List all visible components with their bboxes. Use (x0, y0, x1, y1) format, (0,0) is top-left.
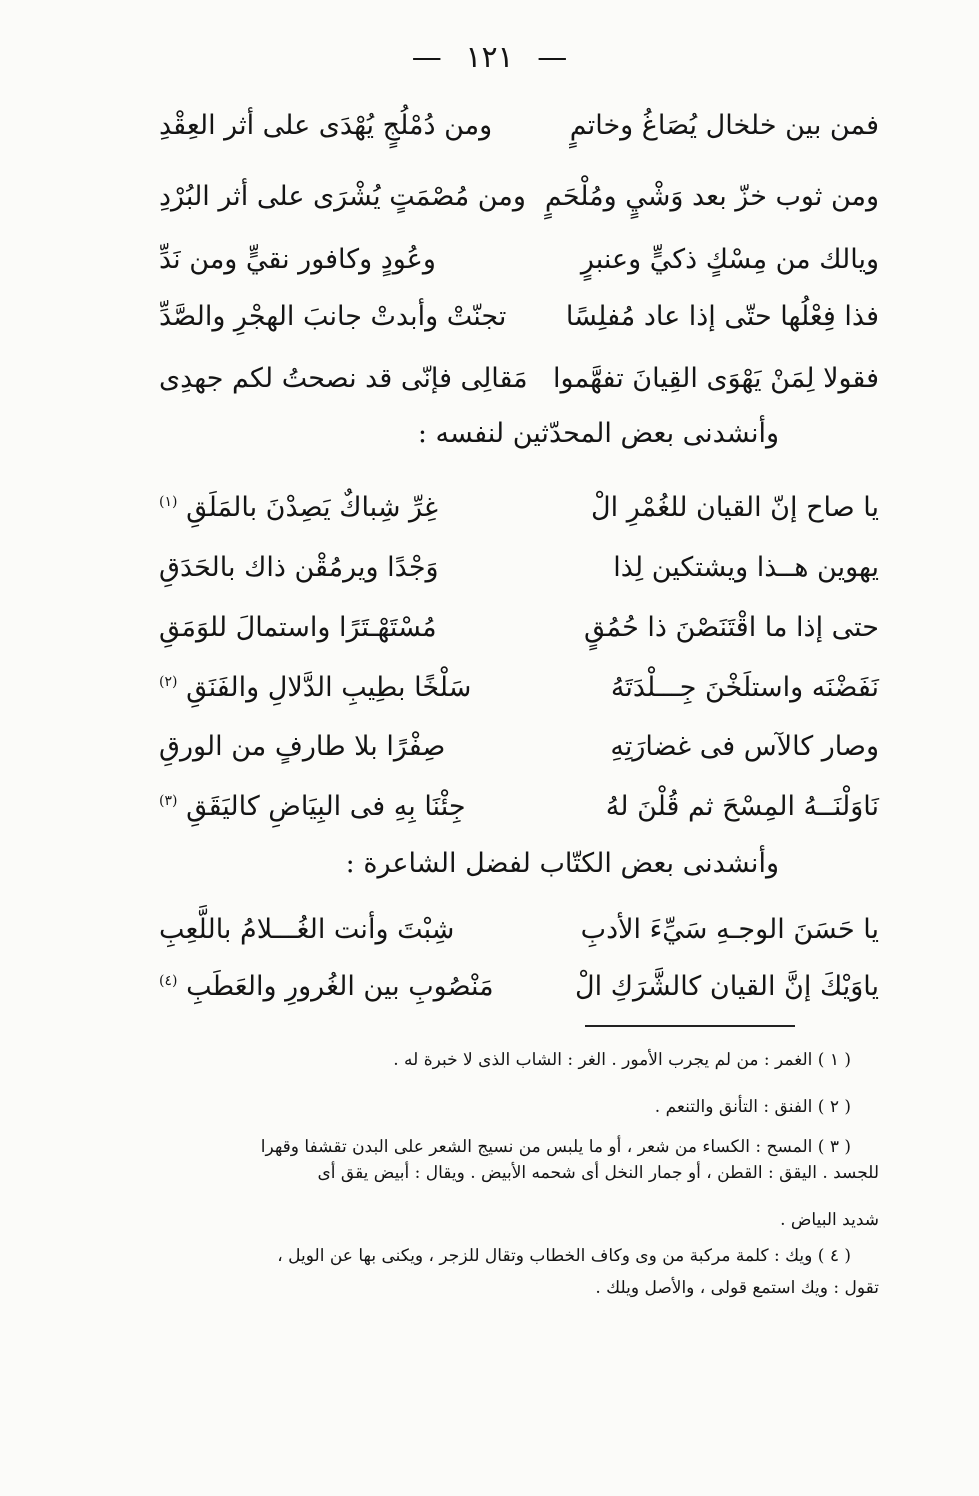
verse-second-hemistich: ومن مُصْمَتٍ يُشْرَى على أثر البُرْدِ (159, 180, 526, 212)
verse-line (159, 722, 879, 770)
footnote: ( ١ ) الغمر : من لم يجرب الأمور . الغر : الشاب الذى لا خبرة له . (393, 1050, 851, 1070)
verse-text: غِرِّ شِباكٌ يَصِدْنَ بالمَلَقِ (186, 491, 439, 523)
intro-line: وأنشدنى بعض المحدّثين لنفسه : (417, 418, 779, 449)
verse-second-hemistich (159, 492, 438, 523)
verse-line (159, 354, 879, 402)
verse-second-hemistich: صِفْرًا بلا طارفٍ من الورقِ (159, 730, 446, 762)
page-number: — ١٢١ — (411, 40, 568, 75)
verse-first-hemistich: نَاوَلْنَــهُ المِسْحَ ثم قُلْنَ لهُ (605, 790, 879, 822)
footnote-ref: (١) (159, 493, 178, 510)
verse-second-hemistich (159, 791, 466, 822)
verse-second-hemistich (159, 971, 494, 1002)
footnote-ref: (٢) (159, 673, 178, 690)
verse-first-hemistich: فقولا لِمَنْ يَهْوَى القِيانَ تفهَّموا (553, 362, 879, 394)
footnote-ref: (٤) (159, 972, 178, 989)
verse-first-hemistich: يا حَسَنَ الوجـهِ سَيِّءَ الأدبِ (580, 913, 879, 945)
verse-line (159, 603, 879, 651)
footnote: ( ٢ ) الفنق : التأنق والتنعم . (654, 1097, 851, 1117)
verse-first-hemistich: ياوَيْكَ إنَّ القيان كالشَّرَكِ الْ (575, 970, 879, 1002)
footnote-continuation: شديد البياض . (780, 1210, 879, 1230)
verse-first-hemistich: يهوين هــذا ويشتكين لِذا (613, 551, 879, 583)
verse-second-hemistich: مُسْتَهْـتَرًا واستمالَ للوَمَقِ (159, 611, 437, 643)
verse-first-hemistich: يا صاح إنّ القيان للغُمْرِ الْ (591, 491, 879, 523)
footnote-separator (585, 1025, 795, 1027)
verse-first-hemistich: وصار كالآس فى غضارَتِهِ (610, 730, 879, 762)
verse-line (159, 905, 879, 953)
verse-text: جِئْنَا بِهِ فى البِيَاضِ كاليَقَقِ (186, 790, 466, 822)
verse-text: مَنْصُوبِ بين الغُرورِ والعَطَبِ (186, 970, 494, 1002)
footnote: ( ٤ ) ويك : كلمة مركبة من وى وكاف الخطاب وتقال للزجر ، ويكنى بها عن الويل ، (277, 1246, 851, 1266)
verse-line (159, 292, 879, 340)
verse-second-hemistich: ومن دُمْلُجٍ يُهْدَى على أثر العِقْدِ (159, 109, 493, 141)
verse-line (159, 543, 879, 591)
page-number-value: ١٢١ (465, 40, 514, 75)
verse-line (159, 101, 879, 149)
verse-line (159, 962, 879, 1010)
verse-second-hemistich: وعُودٍ وكافور نقيٍّ ومن نَدِّ (159, 243, 436, 275)
verse-line (159, 663, 879, 711)
verse-second-hemistich: شِبْتَ وأنت الغُـــلامُ باللَّعِبِ (159, 913, 455, 945)
verse-second-hemistich: وَجْدًا ويرمُقْن ذاك بالحَدَقِ (159, 551, 439, 583)
verse-line (159, 235, 879, 283)
footnote-continuation: للجسد . اليقق : القطن ، أو جمار النخل أى شحمه الأبيض . ويقال : أبيض يقق أى (317, 1163, 879, 1183)
verse-line (159, 483, 879, 531)
verse-first-hemistich: حتى إذا ما اقْتَنَصْنَ ذا حُمُقٍ (584, 611, 879, 643)
intro-line: وأنشدنى بعض الكتّاب لفضل الشاعرة : (345, 848, 779, 879)
verse-first-hemistich: ويالك من مِسْكٍ ذكيٍّ وعنبرٍ (580, 243, 879, 275)
footnote-continuation: تقول : ويك استمع قولى ، والأصل ويلك . (595, 1278, 879, 1298)
verse-line (159, 782, 879, 830)
verse-first-hemistich: فمن بين خلخال يُصَاغُ وخاتمٍ (569, 109, 879, 141)
verse-second-hemistich: تجنّتْ وأبدتْ جانبَ الهجْرِ والصَّدِّ (159, 300, 507, 332)
footnote: ( ٣ ) المسح : الكساء من شعر ، أو ما يلبس من نسيج الشعر على البدن تقشفا وقهرا (260, 1137, 851, 1157)
verse-text: سَلْخًا بطِيبِ الدَّلالِ والفَنَقِ (186, 671, 472, 703)
verse-first-hemistich: نَفَضْنَه واستلَخْنَ جِـــلْدَتَهُ (610, 671, 879, 703)
verse-first-hemistich: ومن ثوب خزّ بعد وَشْيٍ ومُلْحَمٍ (544, 180, 879, 212)
verse-line (159, 172, 879, 220)
footnote-ref: (٣) (159, 792, 178, 809)
verse-first-hemistich: فذا فِعْلُها حتّى إذا عاد مُفلِسًا (565, 300, 879, 332)
verse-second-hemistich (159, 672, 471, 703)
verse-second-hemistich: مَقالِى فإنّى قد نصحتُ لكم جهدِى (159, 362, 528, 394)
